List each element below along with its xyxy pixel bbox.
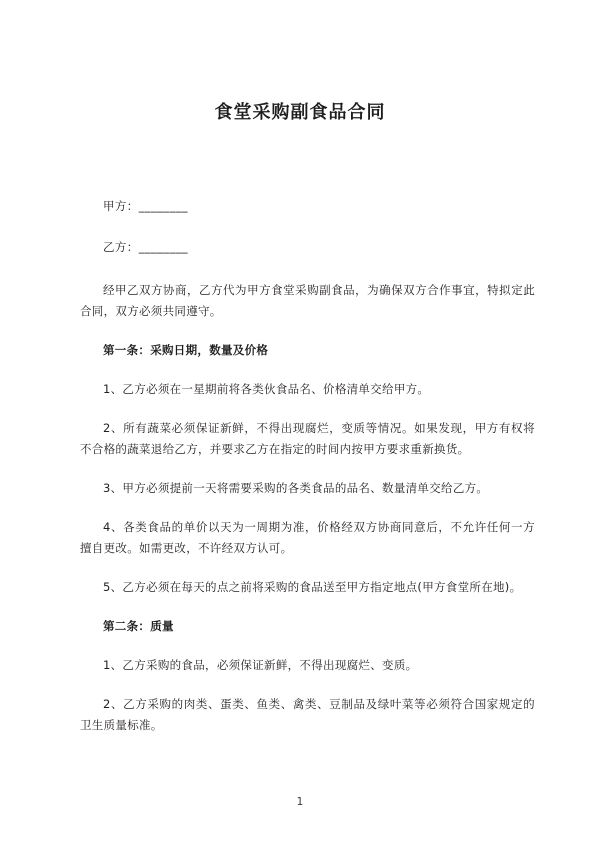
clause-1-heading: 第一条：采购日期，数量及价格 [103, 343, 269, 357]
page-number: 1 [296, 796, 304, 808]
clause-2-item-1: 1、乙方采购的食品，必须保证新鲜，不得出现腐烂、变质。 [103, 658, 418, 672]
party-a-line: 甲方：________ [103, 199, 188, 213]
party-b-line: 乙方：________ [103, 240, 188, 254]
clause-1-item-5: 5、乙方必须在每天的点之前将采购的食品送至甲方指定地点(甲方食堂所在地)。 [103, 580, 522, 594]
preamble-paragraph: 经甲乙双方协商，乙方代为甲方食堂采购副食品，为确保双方合作事宜，特拟定此合同，双方必须共同遵守。 [80, 283, 535, 318]
clause-1-item-3: 3、甲方必须提前一天将需要采购的各类食品的品名、数量清单交给乙方。 [103, 481, 489, 495]
page-title: 食堂采购副食品合同 [214, 102, 386, 123]
clause-1-item-1: 1、乙方必须在一星期前将各类伙食品名、价格清单交给甲方。 [103, 382, 430, 396]
clause-2-heading: 第二条：质量 [103, 619, 174, 633]
clause-1-item-2: 2、所有蔬菜必须保证新鲜，不得出现腐烂，变质等情况。如果发现，甲方有权将不合格的蔬菜退给乙方，并要求乙方在指定的时间内按甲方要求重新换货。 [80, 421, 535, 456]
clause-2-item-2: 2、乙方采购的肉类、蛋类、鱼类、禽类、豆制品及绿叶菜等必须符合国家规定的卫生质量标准。 [80, 697, 535, 732]
document-body [0, 198, 600, 736]
clause-1-item-4: 4、各类食品的单价以天为一周期为准，价格经双方协商同意后，不允许任何一方擅自更改。如需更改，不许经双方认可。 [80, 520, 535, 555]
